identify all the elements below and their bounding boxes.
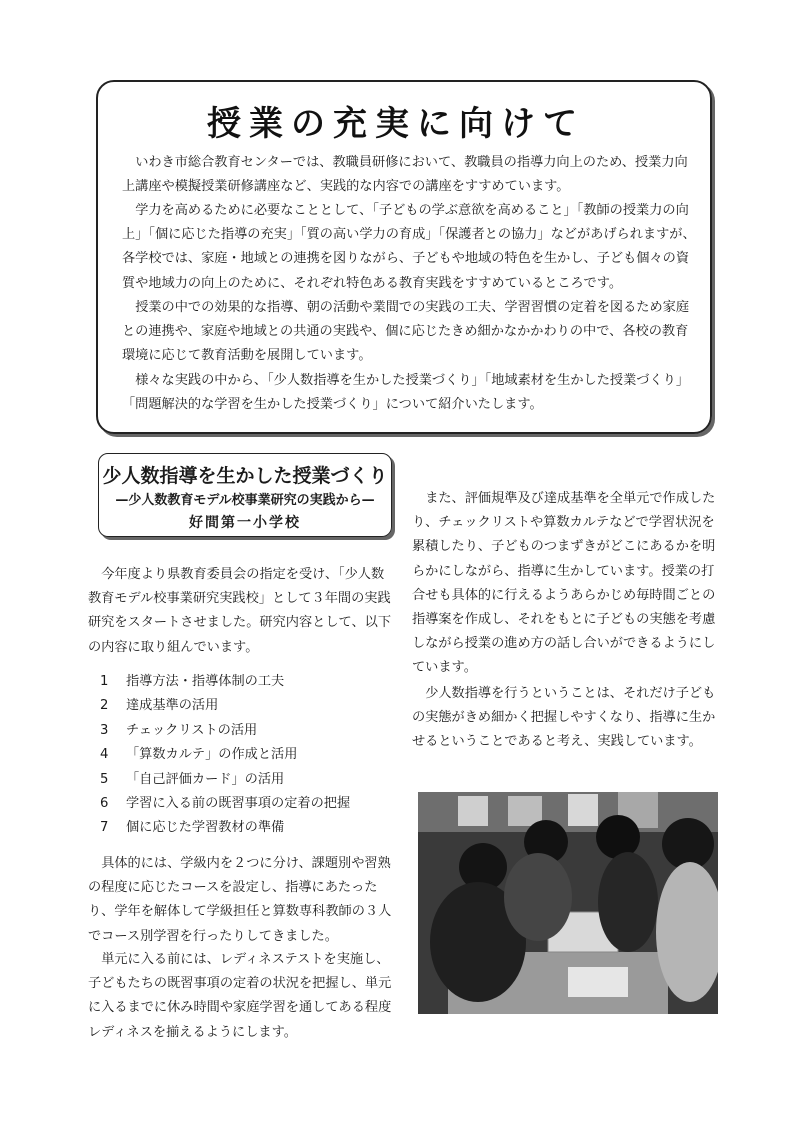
intro-paragraph-4: 様々な実践の中から、「少人数指導を生かした授業づくり」「地域素材を生かした授業づくり」「問題解決的な学習を生かした授業づくり」について紹介いたします。 — [122, 373, 690, 413]
section-title: 少人数指導を生かした授業づくり — [102, 465, 388, 487]
left-paragraph-1: 今年度より県教育委員会の指定を受け、「少人数教育モデル校事業研究実践校」として３年間の実践研究をスタートさせました。研究内容として、以下の内容に取り組んでいます。 — [88, 567, 392, 655]
research-list — [100, 670, 390, 841]
right-paragraph-2: 少人数指導を行うということは、それだけ子どもの実態がきめ細かく把握しやすくなり、指導に生かせるということであると考え、実践しています。 — [412, 686, 716, 750]
left-paragraph-2: 具体的には、学級内を２つに分け、課題別や習熟の程度に応じたコースを設定し、指導にあたったり、学年を解体して学級担任と算数専科教師の３人でコース別学習を行ったりしてきました。 — [88, 856, 392, 944]
list-item: 6 学習に入る前の既習事項の定着の把握 — [100, 795, 351, 811]
intro-paragraph-3: 授業の中での効果的な指導、朝の活動や業間での実践の工夫、学習習慣の定着を図るため家庭との連携や、家庭や地域との共通の実践や、個に応じたきめ細かなかかわりの中で、各校の教育環境に応じて教育活動を展開しています。 — [122, 300, 690, 364]
right-paragraph-1: また、評価規準及び達成基準を全単元で作成したり、チェックリストや算数カルテなどで学習状況を累積したり、子どものつまずきがどこにあるかを明らかにしながら、指導に生かしています。授業の打合せも具体的に行えるようあらかじめ毎時間ごとの指導案を作成し、それをもとに子どもの実態を考慮しながら授業の進め方の話し合いができるようにしています。 — [412, 491, 716, 676]
intro-paragraph-1: いわき市総合教育センターでは、教職員研修において、教職員の指導力向上のため、授業力向上講座や模擬授業研修講座など、実践的な内容での講座をすすめています。 — [122, 155, 688, 195]
list-item: 1 指導方法・指導体制の工夫 — [100, 674, 285, 689]
school-name: 好間第一小学校 — [189, 515, 301, 531]
page-title: 授業の充実に向けて — [207, 104, 585, 144]
list-item: 3 チェックリストの活用 — [100, 722, 258, 738]
left-paragraph-3: 単元に入る前には、レディネステストを実施し、子どもたちの既習事項の定着の状況を把握し、単元に入るまでに休み時間や家庭学習を通してある程度レディネスを揃えるようにします。 — [88, 952, 392, 1040]
list-item: 2 達成基準の活用 — [100, 698, 219, 714]
section-subtitle: —少人数教育モデル校事業研究の実践から— — [115, 493, 375, 508]
classroom-photo-image — [418, 792, 718, 1014]
list-item: 5 「自己評価カード」の活用 — [100, 771, 285, 787]
list-item: 4 「算数カルテ」の作成と活用 — [100, 747, 298, 763]
classroom-photo — [418, 792, 718, 1014]
intro-paragraph-2: 学力を高めるために必要なこととして、「子どもの学ぶ意欲を高めること」「教師の授業力の向上」「個に応じた指導の充実」「質の高い学力の育成」「保護者との協力」などがあげられますが、各学校では、家庭・地域との連携を図りながら、子どもや地域の特色を生かし、子ども個々の資質や地域力の向上のために、それぞれ特色ある教育実践をすすめているところです。 — [122, 203, 696, 291]
list-item: 7 個に応じた学習教材の準備 — [100, 820, 285, 836]
